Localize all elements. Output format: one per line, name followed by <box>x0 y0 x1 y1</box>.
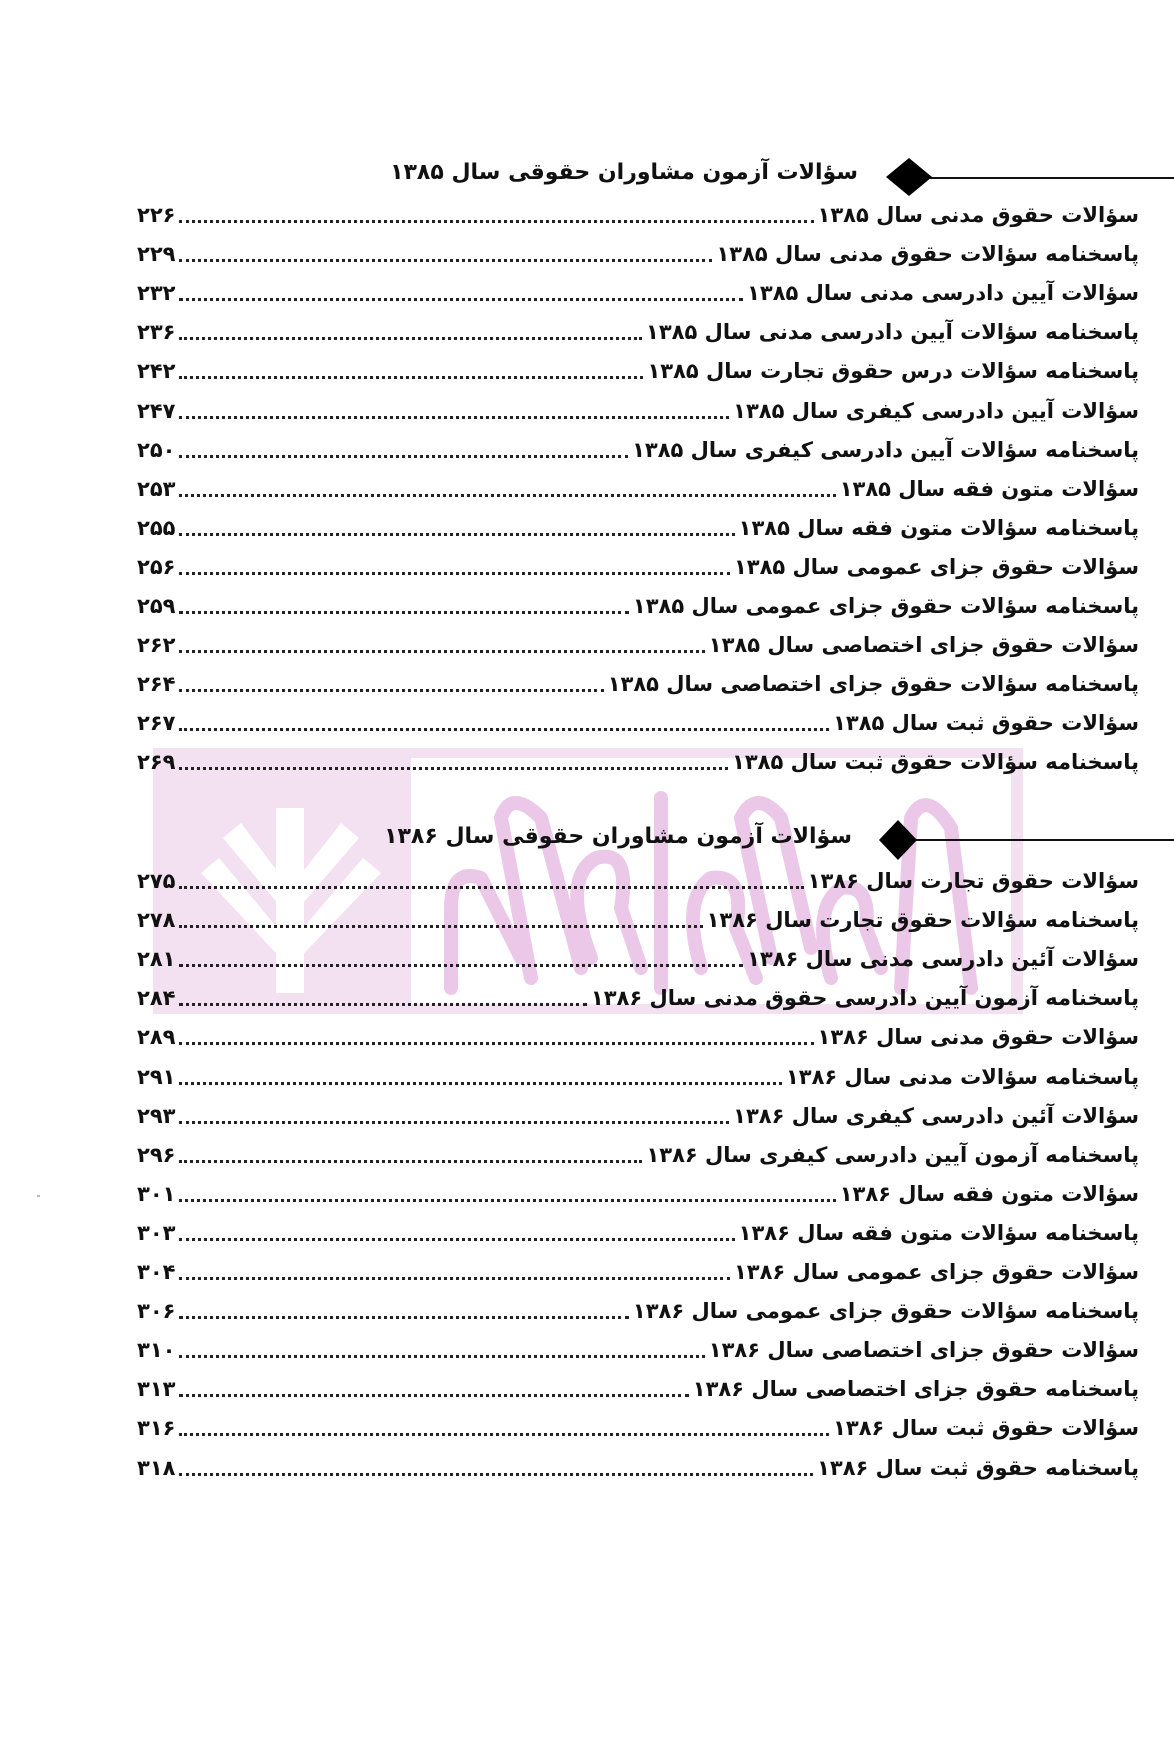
toc-entry-title: پاسخنامه سؤالات مدنی سال ۱۳۸۶ <box>785 1065 1139 1089</box>
toc-entry[interactable] <box>137 1058 1139 1094</box>
toc-page-number: ۲۲۶ <box>137 203 176 227</box>
dot-leader <box>179 220 813 223</box>
toc-entry[interactable] <box>137 979 1139 1015</box>
toc-entry-title: پاسخنامه سؤالات حقوق مدنی سال ۱۳۸۵ <box>716 242 1139 266</box>
section-title: سؤالات آزمون مشاوران حقوقی سال ۱۳۸۵ <box>390 160 858 185</box>
dot-leader <box>179 298 743 301</box>
dot-leader <box>179 964 743 967</box>
dot-leader <box>179 1473 813 1476</box>
toc-entry[interactable] <box>137 1018 1139 1054</box>
toc-entry-title: سؤالات حقوق تجارت سال ۱۳۸۶ <box>807 869 1139 893</box>
toc-page-number: ۳۰۱ <box>137 1182 176 1206</box>
toc-entry[interactable] <box>137 548 1139 584</box>
toc-entry-title: پاسخنامه سؤالات درس حقوق تجارت سال ۱۳۸۵ <box>647 359 1139 383</box>
toc-entry[interactable] <box>137 1136 1139 1172</box>
toc-page-number: ۲۹۳ <box>137 1104 176 1128</box>
toc-entry[interactable] <box>137 235 1139 271</box>
dot-leader <box>179 376 643 379</box>
toc-entry-title: پاسخنامه سؤالات حقوق جزای اختصاصی سال ۱۳۸۵ <box>607 672 1139 696</box>
dot-leader <box>179 1355 704 1358</box>
toc-entry[interactable] <box>137 1253 1139 1289</box>
diamond-bullet-icon <box>879 820 917 860</box>
toc-entry[interactable] <box>137 274 1139 310</box>
toc-entry[interactable] <box>137 509 1139 545</box>
toc-page-number: ۲۳۶ <box>137 320 176 344</box>
toc-entry[interactable] <box>137 1175 1139 1211</box>
toc-page-number: ۲۲۹ <box>137 242 176 266</box>
dot-leader <box>179 455 628 458</box>
dot-leader <box>179 1082 781 1085</box>
toc-entry-title: سؤالات آیین دادرسی کیفری سال ۱۳۸۵ <box>733 399 1139 423</box>
toc-entry[interactable] <box>137 743 1139 779</box>
dot-leader <box>179 337 642 340</box>
toc-entry[interactable] <box>137 901 1139 937</box>
toc-entry[interactable] <box>137 431 1139 467</box>
section-title: سؤالات آزمون مشاوران حقوقی سال ۱۳۸۶ <box>384 824 852 849</box>
dot-leader <box>179 728 829 731</box>
scan-speck <box>37 1195 40 1197</box>
toc-entry[interactable] <box>137 1292 1139 1328</box>
toc-entry-title: سؤالات متون فقه سال ۱۳۸۶ <box>839 1182 1139 1206</box>
toc-entry-title: پاسخنامه آزمون آیین دادرسی حقوق مدنی سال ۱۳۸۶ <box>590 986 1139 1010</box>
header-rule <box>930 177 1174 179</box>
toc-entry-title: پاسخنامه حقوق جزای اختصاصی سال ۱۳۸۶ <box>692 1377 1139 1401</box>
toc-entry[interactable] <box>137 626 1139 662</box>
toc-entry-title: پاسخنامه سؤالات آیین دادرسی مدنی سال ۱۳۸۵ <box>646 320 1139 344</box>
dot-leader <box>179 1121 729 1124</box>
toc-page-number: ۲۷۸ <box>137 908 176 932</box>
toc-entry-title: سؤالات حقوق مدنی سال ۱۳۸۵ <box>817 203 1139 227</box>
toc-entry-title: پاسخنامه سؤالات حقوق تجارت سال ۱۳۸۶ <box>706 908 1139 932</box>
toc-entry[interactable] <box>137 313 1139 349</box>
dot-leader <box>179 689 603 692</box>
toc-entry[interactable] <box>137 196 1139 232</box>
dot-leader <box>179 416 729 419</box>
toc-page-number: ۳۱۶ <box>137 1416 176 1440</box>
toc-page-number: ۲۵۵ <box>137 516 176 540</box>
toc-page-number: ۲۳۲ <box>137 281 176 305</box>
toc-page-number: ۲۶۴ <box>137 672 176 696</box>
toc-entry[interactable] <box>137 470 1139 506</box>
toc-page-number: ۲۹۶ <box>137 1143 176 1167</box>
diamond-bullet-icon <box>886 158 932 196</box>
toc-page-number: ۳۱۳ <box>137 1377 176 1401</box>
toc-page-number: ۲۵۰ <box>137 438 176 462</box>
dot-leader <box>179 611 628 614</box>
toc-entry-title: پاسخنامه سؤالات حقوق ثبت سال ۱۳۸۵ <box>732 750 1139 774</box>
toc-page-number: ۲۶۹ <box>137 750 176 774</box>
toc-entry[interactable] <box>137 1214 1139 1250</box>
toc-entry-title: پاسخنامه حقوق ثبت سال ۱۳۸۶ <box>817 1456 1139 1480</box>
toc-entry-title: سؤالات حقوق جزای عمومی سال ۱۳۸۶ <box>733 1260 1139 1284</box>
dot-leader <box>179 886 803 889</box>
dot-leader <box>179 494 835 497</box>
toc-entry-title: پاسخنامه آزمون آیین دادرسی کیفری سال ۱۳۸۶ <box>646 1143 1139 1167</box>
toc-entry[interactable] <box>137 1331 1139 1367</box>
toc-page-number: ۳۰۴ <box>137 1260 176 1284</box>
section-header-1385 <box>0 158 1174 198</box>
toc-entry-title: پاسخنامه سؤالات حقوق جزای عمومی سال ۱۳۸۶ <box>632 1299 1139 1323</box>
toc-page-number: ۲۵۹ <box>137 594 176 618</box>
toc-entry[interactable] <box>137 704 1139 740</box>
toc-entry-title: سؤالات حقوق ثبت سال ۱۳۸۶ <box>833 1416 1139 1440</box>
toc-entry-title: سؤالات آیین دادرسی مدنی سال ۱۳۸۵ <box>747 281 1139 305</box>
toc-entry-title: سؤالات متون فقه سال ۱۳۸۵ <box>839 477 1139 501</box>
toc-page-number: ۲۶۷ <box>137 711 176 735</box>
dot-leader <box>179 1277 730 1280</box>
dot-leader <box>179 1316 628 1319</box>
dot-leader <box>179 1199 835 1202</box>
toc-page-number: ۳۱۰ <box>137 1338 176 1362</box>
toc-entry-title: پاسخنامه سؤالات آیین دادرسی کیفری سال ۱۳۸۵ <box>632 438 1139 462</box>
dot-leader <box>179 1394 688 1397</box>
toc-page-number: ۲۴۷ <box>137 399 176 423</box>
toc-page-number: ۳۰۶ <box>137 1299 176 1323</box>
toc-page-number: ۲۹۱ <box>137 1065 176 1089</box>
header-rule <box>916 839 1174 841</box>
toc-page-number: ۲۸۱ <box>137 947 176 971</box>
toc-entry-title: سؤالات آئین دادرسی کیفری سال ۱۳۸۶ <box>733 1104 1139 1128</box>
toc-entry[interactable] <box>137 1370 1139 1406</box>
section-header-1386 <box>0 820 1174 860</box>
toc-entry-title: پاسخنامه سؤالات حقوق جزای عمومی سال ۱۳۸۵ <box>632 594 1139 618</box>
toc-entry[interactable] <box>137 1449 1139 1485</box>
toc-page-number: ۲۵۳ <box>137 477 176 501</box>
toc-page-number: ۲۷۵ <box>137 869 176 893</box>
dot-leader <box>179 767 728 770</box>
toc-entry-title: سؤالات حقوق جزای اختصاصی سال ۱۳۸۶ <box>708 1338 1139 1362</box>
toc-entry[interactable] <box>137 940 1139 976</box>
toc-entry-title: پاسخنامه سؤالات متون فقه سال ۱۳۸۶ <box>738 1221 1139 1245</box>
toc-page-number: ۲۵۶ <box>137 555 176 579</box>
dot-leader <box>179 572 730 575</box>
toc-entry[interactable] <box>137 1409 1139 1445</box>
toc-entry-title: پاسخنامه سؤالات متون فقه سال ۱۳۸۵ <box>738 516 1139 540</box>
toc-entry[interactable] <box>137 665 1139 701</box>
toc-entry[interactable] <box>137 1097 1139 1133</box>
toc-page-number: ۳۱۸ <box>137 1456 176 1480</box>
toc-entry[interactable] <box>137 587 1139 623</box>
toc-entry-title: سؤالات آئین دادرسی مدنی سال ۱۳۸۶ <box>747 947 1139 971</box>
toc-entry-title: سؤالات حقوق جزای اختصاصی سال ۱۳۸۵ <box>708 633 1139 657</box>
dot-leader <box>179 925 702 928</box>
toc-page-number: ۳۰۳ <box>137 1221 176 1245</box>
dot-leader <box>179 650 704 653</box>
toc-page-number: ۲۶۲ <box>137 633 176 657</box>
dot-leader <box>179 1160 642 1163</box>
toc-page-number: ۲۸۹ <box>137 1025 176 1049</box>
toc-entry-title: سؤالات حقوق جزای عمومی سال ۱۳۸۵ <box>733 555 1139 579</box>
toc-entry[interactable] <box>137 392 1139 428</box>
dot-leader <box>179 1042 813 1045</box>
toc-entry[interactable] <box>137 352 1139 388</box>
toc-page-number: ۲۸۴ <box>137 986 176 1010</box>
dot-leader <box>179 1003 586 1006</box>
toc-page-number: ۲۴۲ <box>137 359 176 383</box>
dot-leader <box>179 1433 829 1436</box>
toc-entry-title: سؤالات حقوق مدنی سال ۱۳۸۶ <box>817 1025 1139 1049</box>
toc-entry-title: سؤالات حقوق ثبت سال ۱۳۸۵ <box>833 711 1139 735</box>
dot-leader <box>179 1238 734 1241</box>
toc-entry[interactable] <box>137 862 1139 898</box>
dot-leader <box>179 533 734 536</box>
dot-leader <box>179 259 712 262</box>
